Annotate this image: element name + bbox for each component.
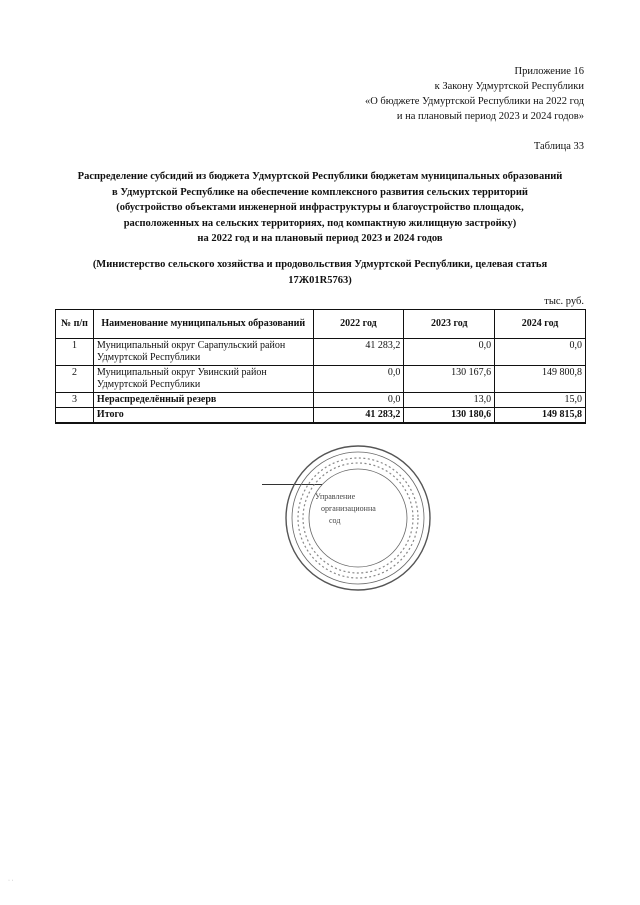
table-row bbox=[56, 393, 586, 408]
total-num bbox=[56, 408, 94, 424]
row-name: Нераспределённый резерв bbox=[93, 393, 313, 408]
header-num: № п/п bbox=[56, 310, 94, 339]
row-2022: 0,0 bbox=[313, 366, 404, 393]
header-name: Наименование муниципальных образований bbox=[93, 310, 313, 339]
header-2024: 2024 год bbox=[495, 310, 586, 339]
appendix-header bbox=[365, 64, 584, 124]
header-2022: 2022 год bbox=[313, 310, 404, 339]
row-2024: 15,0 bbox=[495, 393, 586, 408]
total-row bbox=[56, 408, 586, 424]
appendix-line: Приложение 16 bbox=[514, 66, 584, 77]
row-2022: 41 283,2 bbox=[313, 339, 404, 366]
stamp-text bbox=[315, 491, 395, 527]
row-name: Муниципальный округ Сарапульский район Удмуртской Республики bbox=[93, 339, 313, 366]
units-label: тыс. руб. bbox=[544, 296, 584, 307]
row-2023: 130 167,6 bbox=[404, 366, 495, 393]
title-line: Распределение субсидий из бюджета Удмуртской Республики бюджетам муниципальных образований bbox=[77, 171, 563, 182]
row-num: 1 bbox=[56, 339, 94, 366]
title-line: в Удмуртской Республике на обеспечение комплексного развития сельских территорий bbox=[112, 186, 528, 198]
total-2022: 41 283,2 bbox=[313, 408, 404, 424]
appendix-line: «О бюджете Удмуртской Республики на 2022 год bbox=[364, 96, 584, 107]
title-line: (обустройство объектами инженерной инфраструктуры и благоустройство площадок, bbox=[116, 202, 524, 213]
document-title bbox=[60, 169, 580, 247]
header-2023: 2023 год bbox=[404, 310, 495, 339]
title-line: на 2022 год и на плановый период 2023 и 2024 годов bbox=[197, 233, 443, 244]
appendix-line: к Закону Удмуртской Республики bbox=[434, 81, 584, 92]
document-subtitle bbox=[60, 257, 580, 288]
row-2022: 0,0 bbox=[313, 393, 404, 408]
table-row bbox=[56, 339, 586, 366]
title-line: расположенных на сельских территориях, под компактную жилищную застройку) bbox=[123, 217, 517, 229]
table-row bbox=[56, 366, 586, 393]
appendix-line: и на плановый период 2023 и 2024 годов» bbox=[396, 111, 584, 122]
subtitle-line: (Министерство сельского хозяйства и продовольствия Удмуртской Республики, целевая статья bbox=[92, 259, 548, 270]
stamp-line: Управление bbox=[315, 492, 356, 501]
total-2024: 149 815,8 bbox=[495, 408, 586, 424]
table-label: Таблица 33 bbox=[533, 141, 584, 152]
row-num: 3 bbox=[56, 393, 94, 408]
row-name: Муниципальный округ Увинский район Удмуртской Республики bbox=[93, 366, 313, 393]
row-2023: 13,0 bbox=[404, 393, 495, 408]
stamp-line: организационна bbox=[321, 504, 376, 513]
total-2023: 130 180,6 bbox=[404, 408, 495, 424]
scan-artifact: · · bbox=[8, 878, 14, 884]
subtitle-line: 17Ж01R5763) bbox=[288, 274, 352, 286]
stamp-line: сод bbox=[329, 516, 341, 525]
row-2023: 0,0 bbox=[404, 339, 495, 366]
table-header-row bbox=[56, 310, 586, 339]
row-num: 2 bbox=[56, 366, 94, 393]
row-2024: 0,0 bbox=[495, 339, 586, 366]
total-name: Итого bbox=[93, 408, 313, 424]
row-2024: 149 800,8 bbox=[495, 366, 586, 393]
subsidy-table bbox=[55, 309, 586, 424]
